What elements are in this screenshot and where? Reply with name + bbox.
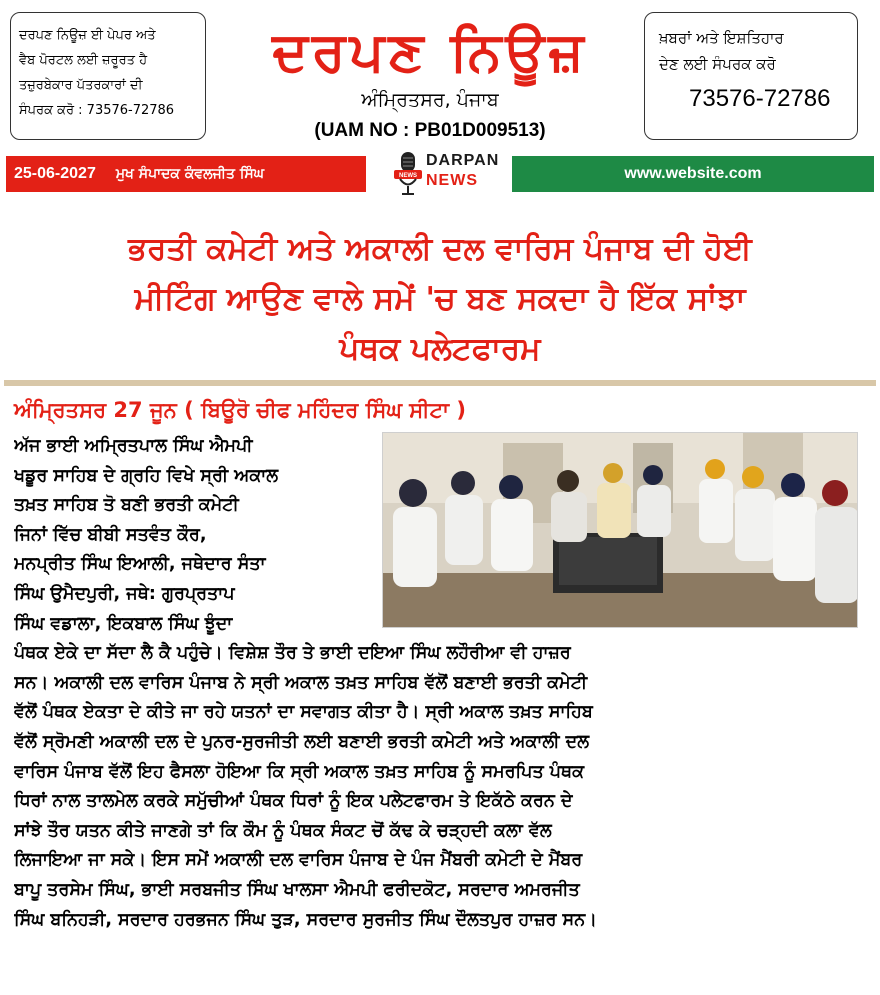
uam-number: (UAM NO : PB01D009513)	[314, 120, 546, 141]
date-editor-strip	[6, 156, 366, 192]
meeting-photo	[382, 432, 858, 628]
issue-date: 25-06-2027	[14, 165, 96, 182]
body-line: ਜਿਨਾਂ ਵਿੱਚ ਬੀਬੀ ਸਤਵੰਤ ਕੌਰ,	[14, 524, 207, 545]
logo-text-darpan: DARPAN	[426, 152, 500, 169]
body-line: ਲਿਜਾਇਆ ਜਾ ਸਕੇ। ਇਸ ਸਮੇਂ ਅਕਾਲੀ ਦਲ ਵਾਰਿਸ ਪੰਜਾਬ ਦੇ ਪੰਜ ਮੈਂਬਰੀ ਕਮੇਟੀ ਦੇ ਮੈਂਬਰ	[14, 850, 583, 871]
recruitment-line-3: ਤਜ਼ੁਰਬੇਕਾਰ ਪੱਤਰਕਾਰਾਂ ਦੀ	[19, 78, 143, 93]
recruitment-line-4: ਸੰਪਰਕ ਕਰੋ : 73576-72786	[19, 103, 175, 118]
masthead	[230, 20, 630, 144]
contact-phone: 73576-72786	[689, 85, 831, 112]
chief-editor: ਮੁਖ ਸੰਪਾਦਕ ਕੰਵਲਜੀਤ ਸਿੰਘ	[115, 166, 265, 182]
logo-text-news: NEWS	[426, 172, 478, 189]
article-headline	[10, 224, 870, 374]
website-link[interactable]: www.website.com	[624, 165, 762, 182]
headline-line-3: ਪੰਥਕ ਪਲੇਟਫਾਰਮ	[339, 331, 541, 367]
advertise-line-2: ਦੇਣ ਲਈ ਸੰਪਰਕ ਕਰੋ	[659, 55, 776, 73]
body-line: ਸਾਂਝੇ ਤੌਰ ਯਤਨ ਕੀਤੇ ਜਾਣਗੇ ਤਾਂ ਕਿ ਕੌਮ ਨੂੰ ਪੰਥਕ ਸੰਕਟ ਚੋਂ ਕੱਢ ਕੇ ਚੜ੍ਹਦੀ ਕਲਾ ਵੱਲ	[14, 820, 552, 841]
darpan-news-logo	[390, 150, 500, 196]
website-strip	[512, 156, 874, 192]
body-line: ਵੱਲੋਂ ਸ੍ਰੋਮਣੀ ਅਕਾਲੀ ਦਲ ਦੇ ਪੁਨਰ-ਸੁਰਜੀਤੀ ਲਈ ਬਣਾਈ ਭਰਤੀ ਕਮੇਟੀ ਅਤੇ ਅਕਾਲੀ ਦਲ	[14, 731, 590, 752]
body-line: ਬਾਪੂ ਤਰਸੇਮ ਸਿੰਘ, ਭਾਈ ਸਰਬਜੀਤ ਸਿੰਘ ਖਾਲਸਾ ਐਮਪੀ ਫਰੀਦਕੋਟ, ਸਰਦਾਰ ਅਮਰਜੀਤ	[14, 879, 580, 900]
article-dateline: ਅੰਮ੍ਰਿਤਸਰ 27 ਜੂਨ ( ਬਿਊਰੋ ਚੀਫ ਮਹਿੰਦਰ ਸਿੰਘ ਸੀਟਾ )	[14, 398, 466, 422]
newspaper-name: ਦਰਪਣ ਨਿਊਜ਼	[272, 20, 588, 83]
body-line: ਪੰਥਕ ਏਕੇ ਦਾ ਸੱਦਾ ਲੈ ਕੈ ਪਹੁੰਚੇ। ਵਿਸ਼ੇਸ਼ ਤੌਰ ਤੇ ਭਾਈ ਦਇਆ ਸਿੰਘ ਲਹੌਰੀਆ ਵੀ ਹਾਜ਼ਰ	[14, 643, 571, 664]
body-line: ਸਿੰਘ ਉਮੈਦਪੁਰੀ, ਜਥੇ: ਗੁਰਪ੍ਰਤਾਪ	[14, 583, 235, 604]
body-line: ਤਖ਼ਤ ਸਾਹਿਬ ਤੋ ਬਣੀ ਭਰਤੀ ਕਮੇਟੀ	[14, 495, 239, 516]
headline-line-1: ਭਰਤੀ ਕਮੇਟੀ ਅਤੇ ਅਕਾਲੀ ਦਲ ਵਾਰਿਸ ਪੰਜਾਬ ਦੀ ਹੋਈ	[128, 231, 752, 267]
body-line: ਵਾਰਿਸ ਪੰਜਾਬ ਵੱਲੋਂ ਇਹ ਫੈਸਲਾ ਹੋਇਆ ਕਿ ਸ੍ਰੀ ਅਕਾਲ ਤਖ਼ਤ ਸਾਹਿਬ ਨੂੰ ਸਮਰਪਿਤ ਪੰਥਕ	[14, 761, 585, 782]
microphone-icon	[392, 150, 424, 196]
body-line: ਮਨਪ੍ਰੀਤ ਸਿੰਘ ਇਆਲੀ, ਜਥੇਦਾਰ ਸੰਤਾ	[14, 554, 266, 575]
recruitment-line-1: ਦਰਪਣ ਨਿਊਜ਼ ਈ ਪੇਪਰ ਅਤੇ	[19, 28, 156, 43]
headline-line-2: ਮੀਟਿੰਗ ਆਉਣ ਵਾਲੇ ਸਮੇਂ 'ਚ ਬਣ ਸਕਦਾ ਹੈ ਇੱਕ ਸਾਂਝਾ	[134, 281, 746, 317]
body-line: ਧਿਰਾਂ ਨਾਲ ਤਾਲਮੇਲ ਕਰਕੇ ਸਮੁੱਚੀਆਂ ਪੰਥਕ ਧਿਰਾਂ ਨੂੰ ਇਕ ਪਲੇਟਫਾਰਮ ਤੇ ਇਕੱਠੇ ਕਰਨ ਦੇ	[14, 791, 573, 812]
body-line: ਸਿੰਘ ਬਨਿਹੜੀ, ਸਰਦਾਰ ਹਰਭਜਨ ਸਿੰਘ ਤੁੜ, ਸਰਦਾਰ ਸੁਰਜੀਤ ਸਿੰਘ ਦੌਲਤਪੁਰ ਹਾਜ਼ਰ ਸਨ।	[14, 909, 597, 930]
body-line: ਵੱਲੋਂ ਪੰਥਕ ਏਕਤਾ ਦੇ ਕੀਤੇ ਜਾ ਰਹੇ ਯਤਨਾਂ ਦਾ ਸਵਾਗਤ ਕੀਤਾ ਹੈ। ਸ੍ਰੀ ਅਕਾਲ ਤਖ਼ਤ ਸਾਹਿਬ	[14, 702, 593, 723]
body-line: ਅੱਜ ਭਾਈ ਅਮ੍ਰਿਤਪਾਲ ਸਿੰਘ ਐਮਪੀ	[14, 436, 253, 456]
advertise-line-1: ਖ਼ਬਰਾਂ ਅਤੇ ਇਸ਼ਤਿਹਾਰ	[659, 29, 784, 47]
newspaper-city: ਅੰਮ੍ਰਿਤਸਰ, ਪੰਜਾਬ	[361, 89, 499, 111]
recruitment-line-2: ਵੈਬ ਪੋਰਟਲ ਲਈ ਜ਼ਰੂਰਤ ਹੈ	[19, 53, 148, 68]
recruitment-notice-box	[10, 12, 206, 140]
body-line: ਸਿੰਘ ਵਡਾਲਾ, ਇਕਬਾਲ ਸਿੰਘ ਝੂੰਦਾ	[14, 613, 233, 634]
section-divider	[4, 380, 876, 386]
advertise-contact-box	[644, 12, 858, 140]
svg-text:NEWS: NEWS	[399, 173, 417, 179]
body-line: ਸਨ। ਅਕਾਲੀ ਦਲ ਵਾਰਿਸ ਪੰਜਾਬ ਨੇ ਸ੍ਰੀ ਅਕਾਲ ਤਖ਼ਤ ਸਾਹਿਬ ਵੱਲੋਂ ਬਣਾਈ ਭਰਤੀ ਕਮੇਟੀ	[14, 672, 588, 693]
body-line: ਖਡੂਰ ਸਾਹਿਬ ਦੇ ਗ੍ਰਹਿ ਵਿਖੇ ਸ੍ਰੀ ਅਕਾਲ	[14, 465, 279, 486]
